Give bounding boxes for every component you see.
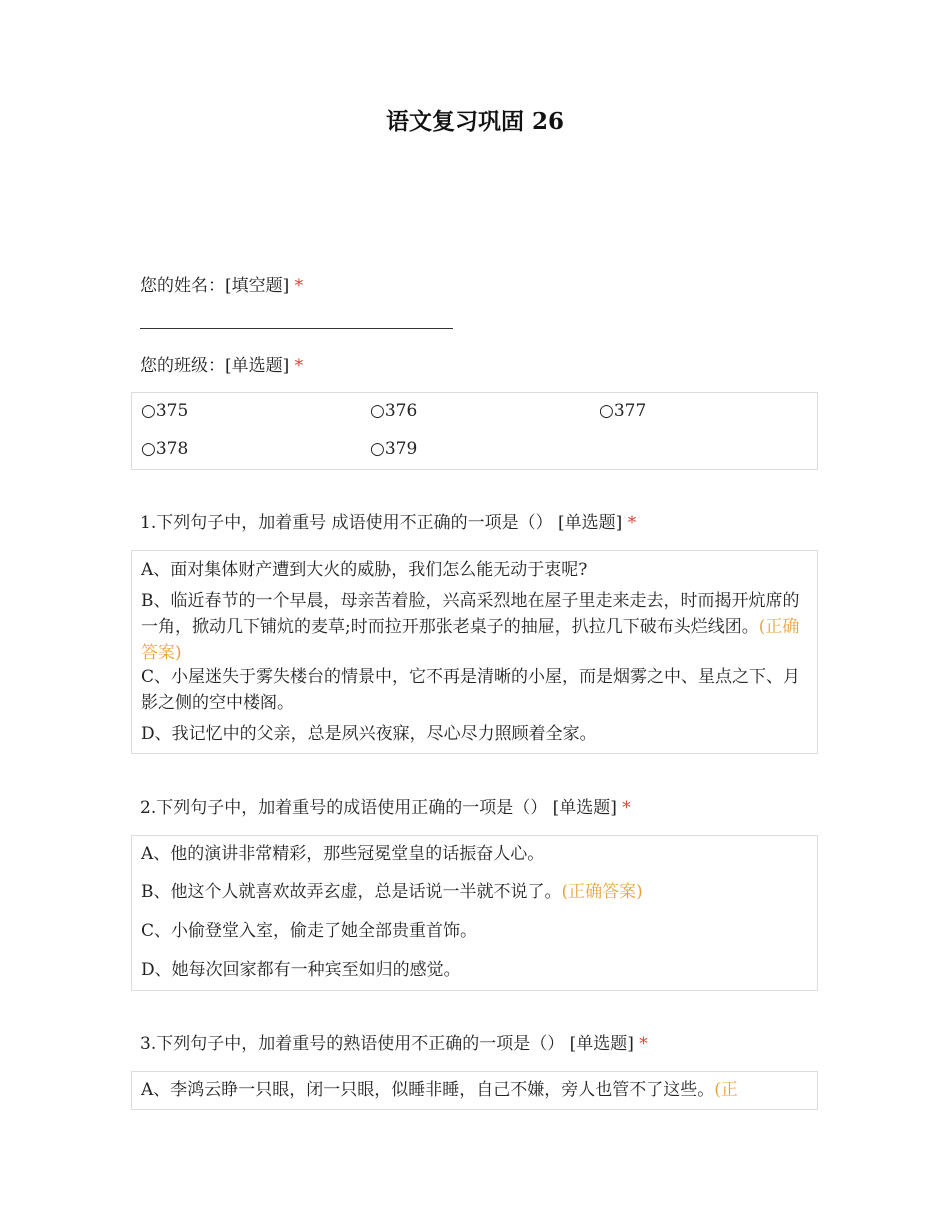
name-question-text: 您的姓名： [140,276,225,296]
correct-answer-tag: (正 [714,1080,738,1100]
class-option-377[interactable]: ○377 [599,401,647,421]
class-option-378[interactable]: ○378 [141,439,189,459]
required-mark: * [639,1034,648,1054]
name-question-label [140,274,303,298]
question-2-option-b[interactable]: B、他这个人就喜欢故弄玄虚，总是话说一半就不说了。(正确答案) [141,882,643,902]
required-mark: * [294,276,304,296]
question-1-type: [单选题] [558,513,623,533]
question-2-label [140,796,631,820]
class-question-type: [单选题] [225,356,290,376]
question-3-type: [单选题] [569,1034,634,1054]
question-2-option-c[interactable]: C、小偷登堂入室，偷走了她全部贵重首饰。 [141,921,478,941]
correct-answer-tag: (正确答案) [141,617,800,663]
question-3-label [140,1032,648,1056]
page-title: 语文复习巩固 26 [385,108,564,135]
correct-answer-tag: (正确答案) [561,882,643,902]
class-option-375[interactable]: ○375 [141,401,189,421]
class-options-box [131,392,818,470]
class-question-label [140,354,303,378]
question-2-option-d[interactable]: D、她每次回家都有一种宾至如归的感觉。 [141,960,461,980]
question-1-text: 1.下列句子中，加着重号 成语使用不正确的一项是（） [140,513,553,533]
required-mark: * [622,798,631,818]
class-question-text: 您的班级： [140,356,225,376]
question-1-label [140,511,636,535]
required-mark: * [294,356,304,376]
question-2-type: [单选题] [552,798,617,818]
class-option-379[interactable]: ○379 [370,439,418,459]
question-2-options-box [131,835,818,991]
question-2-text: 2.下列句子中，加着重号的成语使用正确的一项是（） [140,798,548,818]
name-question-type: [填空题] [225,276,290,296]
required-mark: * [627,513,637,533]
question-3-text: 3.下列句子中，加着重号的熟语使用不正确的一项是（） [140,1034,565,1054]
question-2-option-a[interactable]: A、他的演讲非常精彩，那些冠冕堂皇的话振奋人心。 [141,844,545,864]
question-1-options-box [131,550,818,754]
question-1-option-c[interactable]: C、小屋迷失于雾失楼台的情景中，它不再是清晰的小屋，而是烟雾之中、星点之下、月影之侧的空中楼阁。 [141,667,801,713]
question-3-options-box [131,1071,818,1110]
question-1-option-b[interactable]: B、临近春节的一个早晨，母亲苦着脸，兴高采烈地在屋子里走来走去，时而揭开炕席的一角，掀动几下铺炕的麦草;时而拉开那张老桌子的抽屉，扒拉几下破布头烂线团。(正确答案) [141,591,800,663]
class-option-376[interactable]: ○376 [370,401,418,421]
name-input-line[interactable] [140,328,453,329]
question-3-option-a[interactable]: A、李鸿云睁一只眼，闭一只眼，似睡非睡，自己不嫌，旁人也管不了这些。(正 [141,1080,738,1100]
question-1-option-d[interactable]: D、我记忆中的父亲，总是夙兴夜寐，尽心尽力照顾着全家。 [141,724,597,744]
question-1-option-a[interactable]: A、面对集体财产遭到大火的威胁，我们怎么能无动于衷呢? [141,560,588,580]
